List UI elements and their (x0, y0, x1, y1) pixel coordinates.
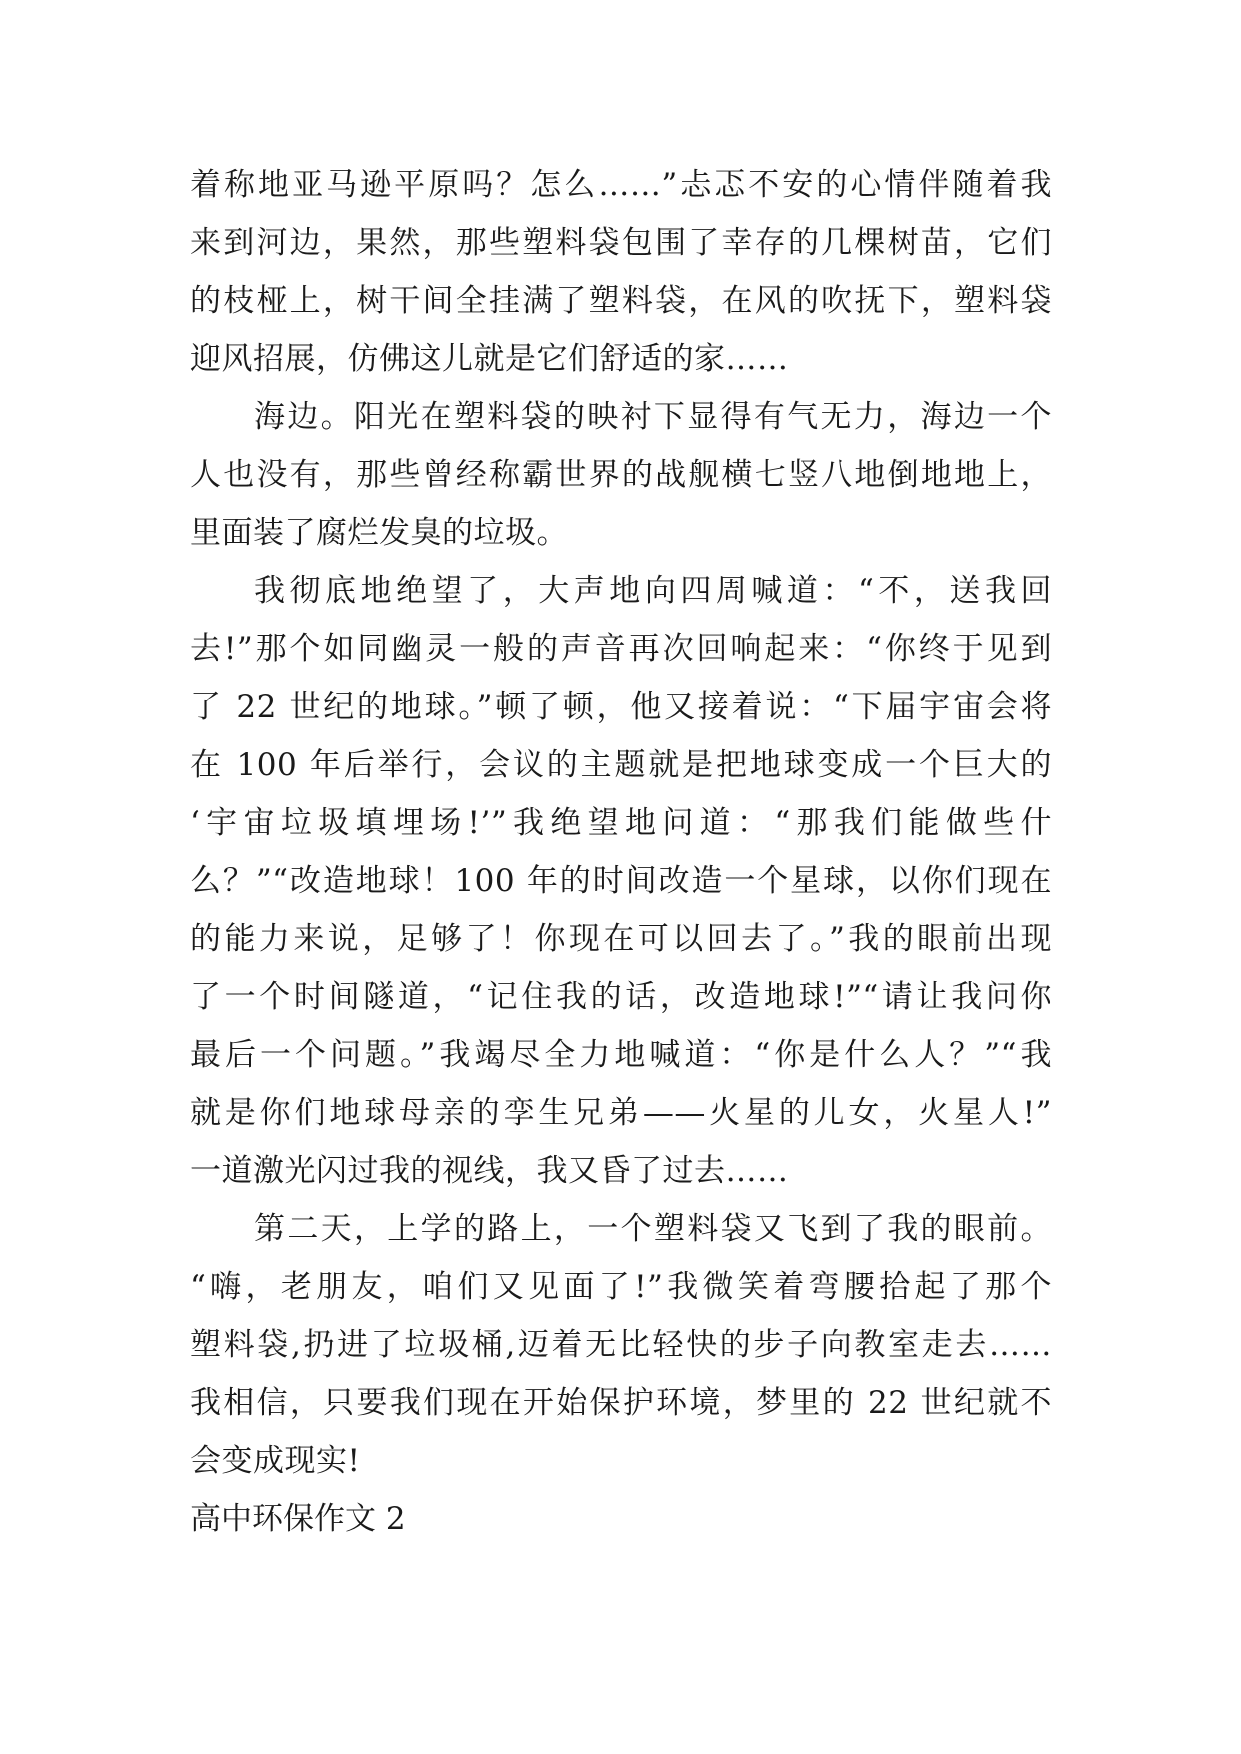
text-line: 的能力来说，足够了！你现在可以回去了。”我的眼前出现 (190, 921, 1052, 957)
text-line: 会变成现实! (190, 1443, 361, 1479)
text-line: 迎风招展，仿佛这儿就是它们舒适的家…… (190, 341, 789, 377)
text-line: 了一个时间隧道，“记住我的话，改造地球!”“请让我问你 (190, 979, 1052, 1015)
text-line: 来到河边，果然，那些塑料袋包围了幸存的几棵树苗，它们 (190, 225, 1052, 261)
text-line: 一道激光闪过我的视线，我又昏了过去…… (190, 1153, 789, 1189)
text-line: 么？”“改造地球！100 年的时间改造一个星球，以你们现在 (190, 863, 1052, 899)
text-line: 第二天，上学的路上，一个塑料袋又飞到了我的眼前。 (254, 1211, 1052, 1247)
text-line: 就是你们地球母亲的孪生兄弟——火星的儿女，火星人!” (190, 1095, 1052, 1131)
text-line: 着称地亚马逊平原吗？怎么……”忐忑不安的心情伴随着我 (190, 167, 1052, 203)
text-line: 人也没有，那些曾经称霸世界的战舰横七竖八地倒地地上， (190, 457, 1052, 493)
text-line: 去!”那个如同幽灵一般的声音再次回响起来：“你终于见到 (190, 631, 1052, 667)
essay-body (190, 156, 1052, 1548)
text-line: 海边。阳光在塑料袋的映衬下显得有气无力，海边一个 (254, 399, 1052, 435)
text-line: 的枝桠上，树干间全挂满了塑料袋，在风的吹抚下，塑料袋 (190, 283, 1052, 319)
text-line: 我相信，只要我们现在开始保护环境，梦里的 22 世纪就不 (190, 1385, 1052, 1421)
text-line: ‘宇宙垃圾填埋场!’”我绝望地问道：“那我们能做些什 (190, 805, 1052, 841)
text-line: 最后一个问题。”我竭尽全力地喊道：“你是什么人？”“我 (190, 1037, 1052, 1073)
section-heading: 高中环保作文 2 (190, 1501, 406, 1537)
text-line: 塑料袋,扔进了垃圾桶,迈着无比轻快的步子向教室走去…… (190, 1327, 1052, 1363)
text-line: “嗨，老朋友，咱们又见面了!”我微笑着弯腰拾起了那个 (190, 1269, 1052, 1305)
text-line: 里面装了腐烂发臭的垃圾。 (190, 515, 568, 551)
text-line: 我彻底地绝望了，大声地向四周喊道：“不，送我回 (254, 573, 1052, 609)
text-line: 了 22 世纪的地球。”顿了顿，他又接着说：“下届宇宙会将 (190, 689, 1052, 725)
text-line: 在 100 年后举行，会议的主题就是把地球变成一个巨大的 (190, 747, 1052, 783)
